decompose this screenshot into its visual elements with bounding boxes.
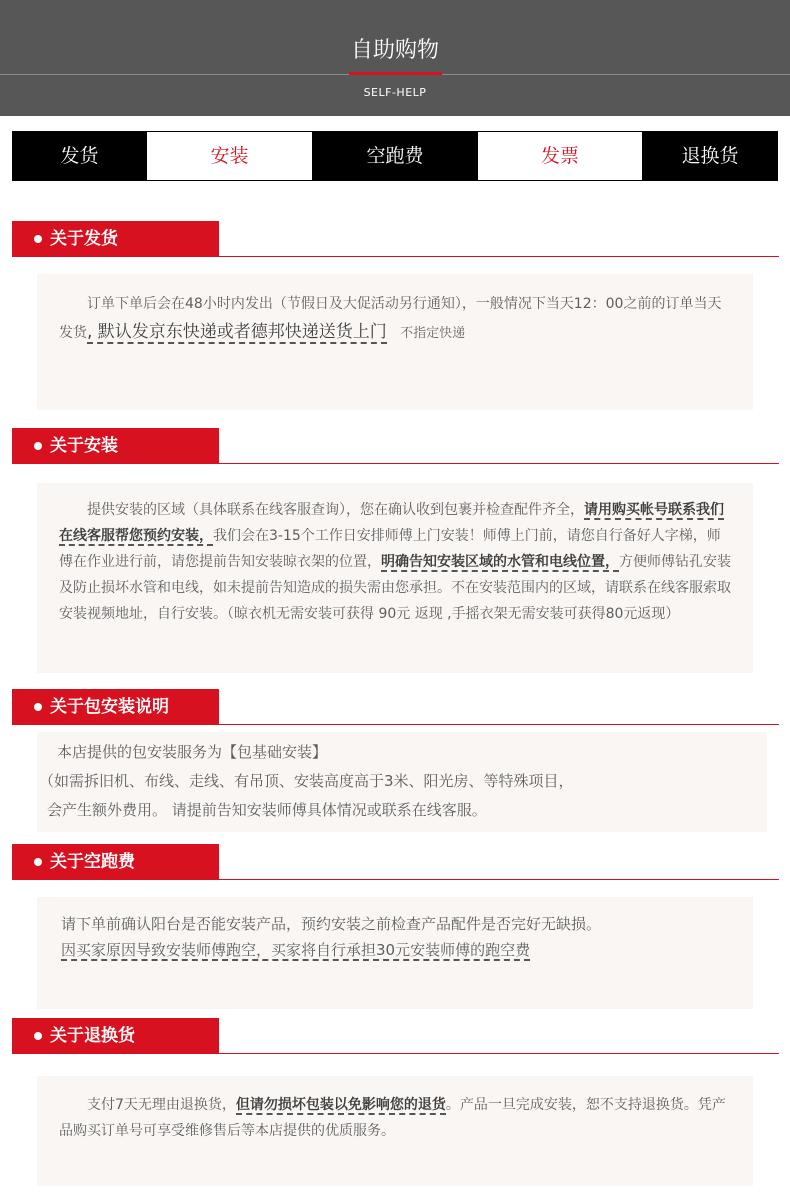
shipping-note: 不指定快递 <box>400 326 466 341</box>
bullet-icon <box>34 442 42 450</box>
package-line-2: （如需拆旧机、布线、走线、有吊顶、安装高度高于3米、阳光房、等特殊项目， <box>39 772 574 790</box>
returns-text-2: 。产品一旦完成安装，恕不支持退换货。凭产品购买订单号可享受维修售后等本店提供的优质服务。 <box>59 1097 726 1139</box>
returns-highlight: 但请勿损坏包装以免影响您的退货 <box>235 1097 446 1113</box>
returns-content <box>37 1076 753 1186</box>
install-highlight-2: 明确告知安装区域的水管和电线位置， <box>381 554 619 570</box>
tab-empty-run-fee[interactable]: 空跑费 <box>312 131 478 181</box>
section-header-empty-run <box>12 844 779 880</box>
package-line-3: 会产生额外费用。 请提前告知安装师傅具体情况或联系在线客服。 <box>47 801 487 819</box>
section-title: 关于包安装说明 <box>50 697 169 717</box>
bullet-icon <box>34 858 42 866</box>
tab-shipping[interactable]: 发货 <box>12 131 147 181</box>
package-line-1: 本店提供的包安装服务为【包基础安装】 <box>57 743 328 761</box>
tab-invoice[interactable]: 发票 <box>478 132 642 180</box>
page-title: 自助购物 <box>350 38 439 63</box>
bullet-icon <box>34 1032 42 1040</box>
section-divider <box>12 463 779 464</box>
tab-install[interactable]: 安装 <box>147 132 312 180</box>
install-highlight-1: 请用购买帐号联系我们在线客服帮您预约安装， <box>59 502 724 544</box>
install-text-2: 我们会在3-15个工作日安排师傅上门安装！师傅上门前，请您自行备好人字梯，师傅在作业进行前，请您提前告知安装晾衣架的位置， <box>59 528 721 570</box>
package-install-content <box>37 732 767 832</box>
section-header-package-install <box>12 689 779 725</box>
empty-run-line-1: 请下单前确认阳台是否能安装产品，预约安装之前检查产品配件是否完好无缺损。 <box>61 915 602 933</box>
header-banner <box>0 0 790 116</box>
section-header-install <box>12 428 779 464</box>
bullet-icon <box>34 703 42 711</box>
returns-text-1: 支付7天无理由退换货， <box>87 1097 236 1113</box>
section-divider <box>12 256 779 257</box>
title-underline <box>349 72 442 75</box>
page-subtitle: SELF-HELP <box>363 86 427 99</box>
tab-returns[interactable]: 退换货 <box>642 131 778 181</box>
section-header-shipping <box>12 221 779 257</box>
section-title: 关于退换货 <box>50 1026 135 1046</box>
empty-run-line-2: 因买家原因导致安装师傅跑空，买家将自行承担30元安装师傅的跑空费 <box>61 941 531 959</box>
bullet-icon <box>34 235 42 243</box>
shipping-highlight: , 默认发京东快递或者德邦快递送货上门 <box>87 322 387 342</box>
install-text-3: 方便师傅钻孔安装及防止损坏水管和电线，如未提前告知造成的损失需由您承担。不在安装范围内的区域，请联系在线客服索取安装视频地址，自行安装。（晾衣机无需安装可获得 90元 返现 ,手摇衣架无需安装可获得80元返现） <box>59 554 731 622</box>
shipping-content <box>37 274 753 410</box>
install-text-1: 提供安装的区域（具体联系在线客服查询），您在确认收到包裹并检查配件齐全， <box>87 502 584 518</box>
shipping-text: 订单下单后会在48小时内发出（节假日及大促活动另行通知），一般情况下当天12：00之前的订单当天发货 <box>59 296 722 341</box>
section-header-returns <box>12 1018 779 1054</box>
section-title: 关于空跑费 <box>50 852 135 872</box>
empty-run-content <box>37 897 753 1009</box>
section-title: 关于安装 <box>50 436 118 456</box>
tab-bar <box>12 131 778 181</box>
section-title: 关于发货 <box>50 229 118 249</box>
install-content <box>37 483 753 673</box>
